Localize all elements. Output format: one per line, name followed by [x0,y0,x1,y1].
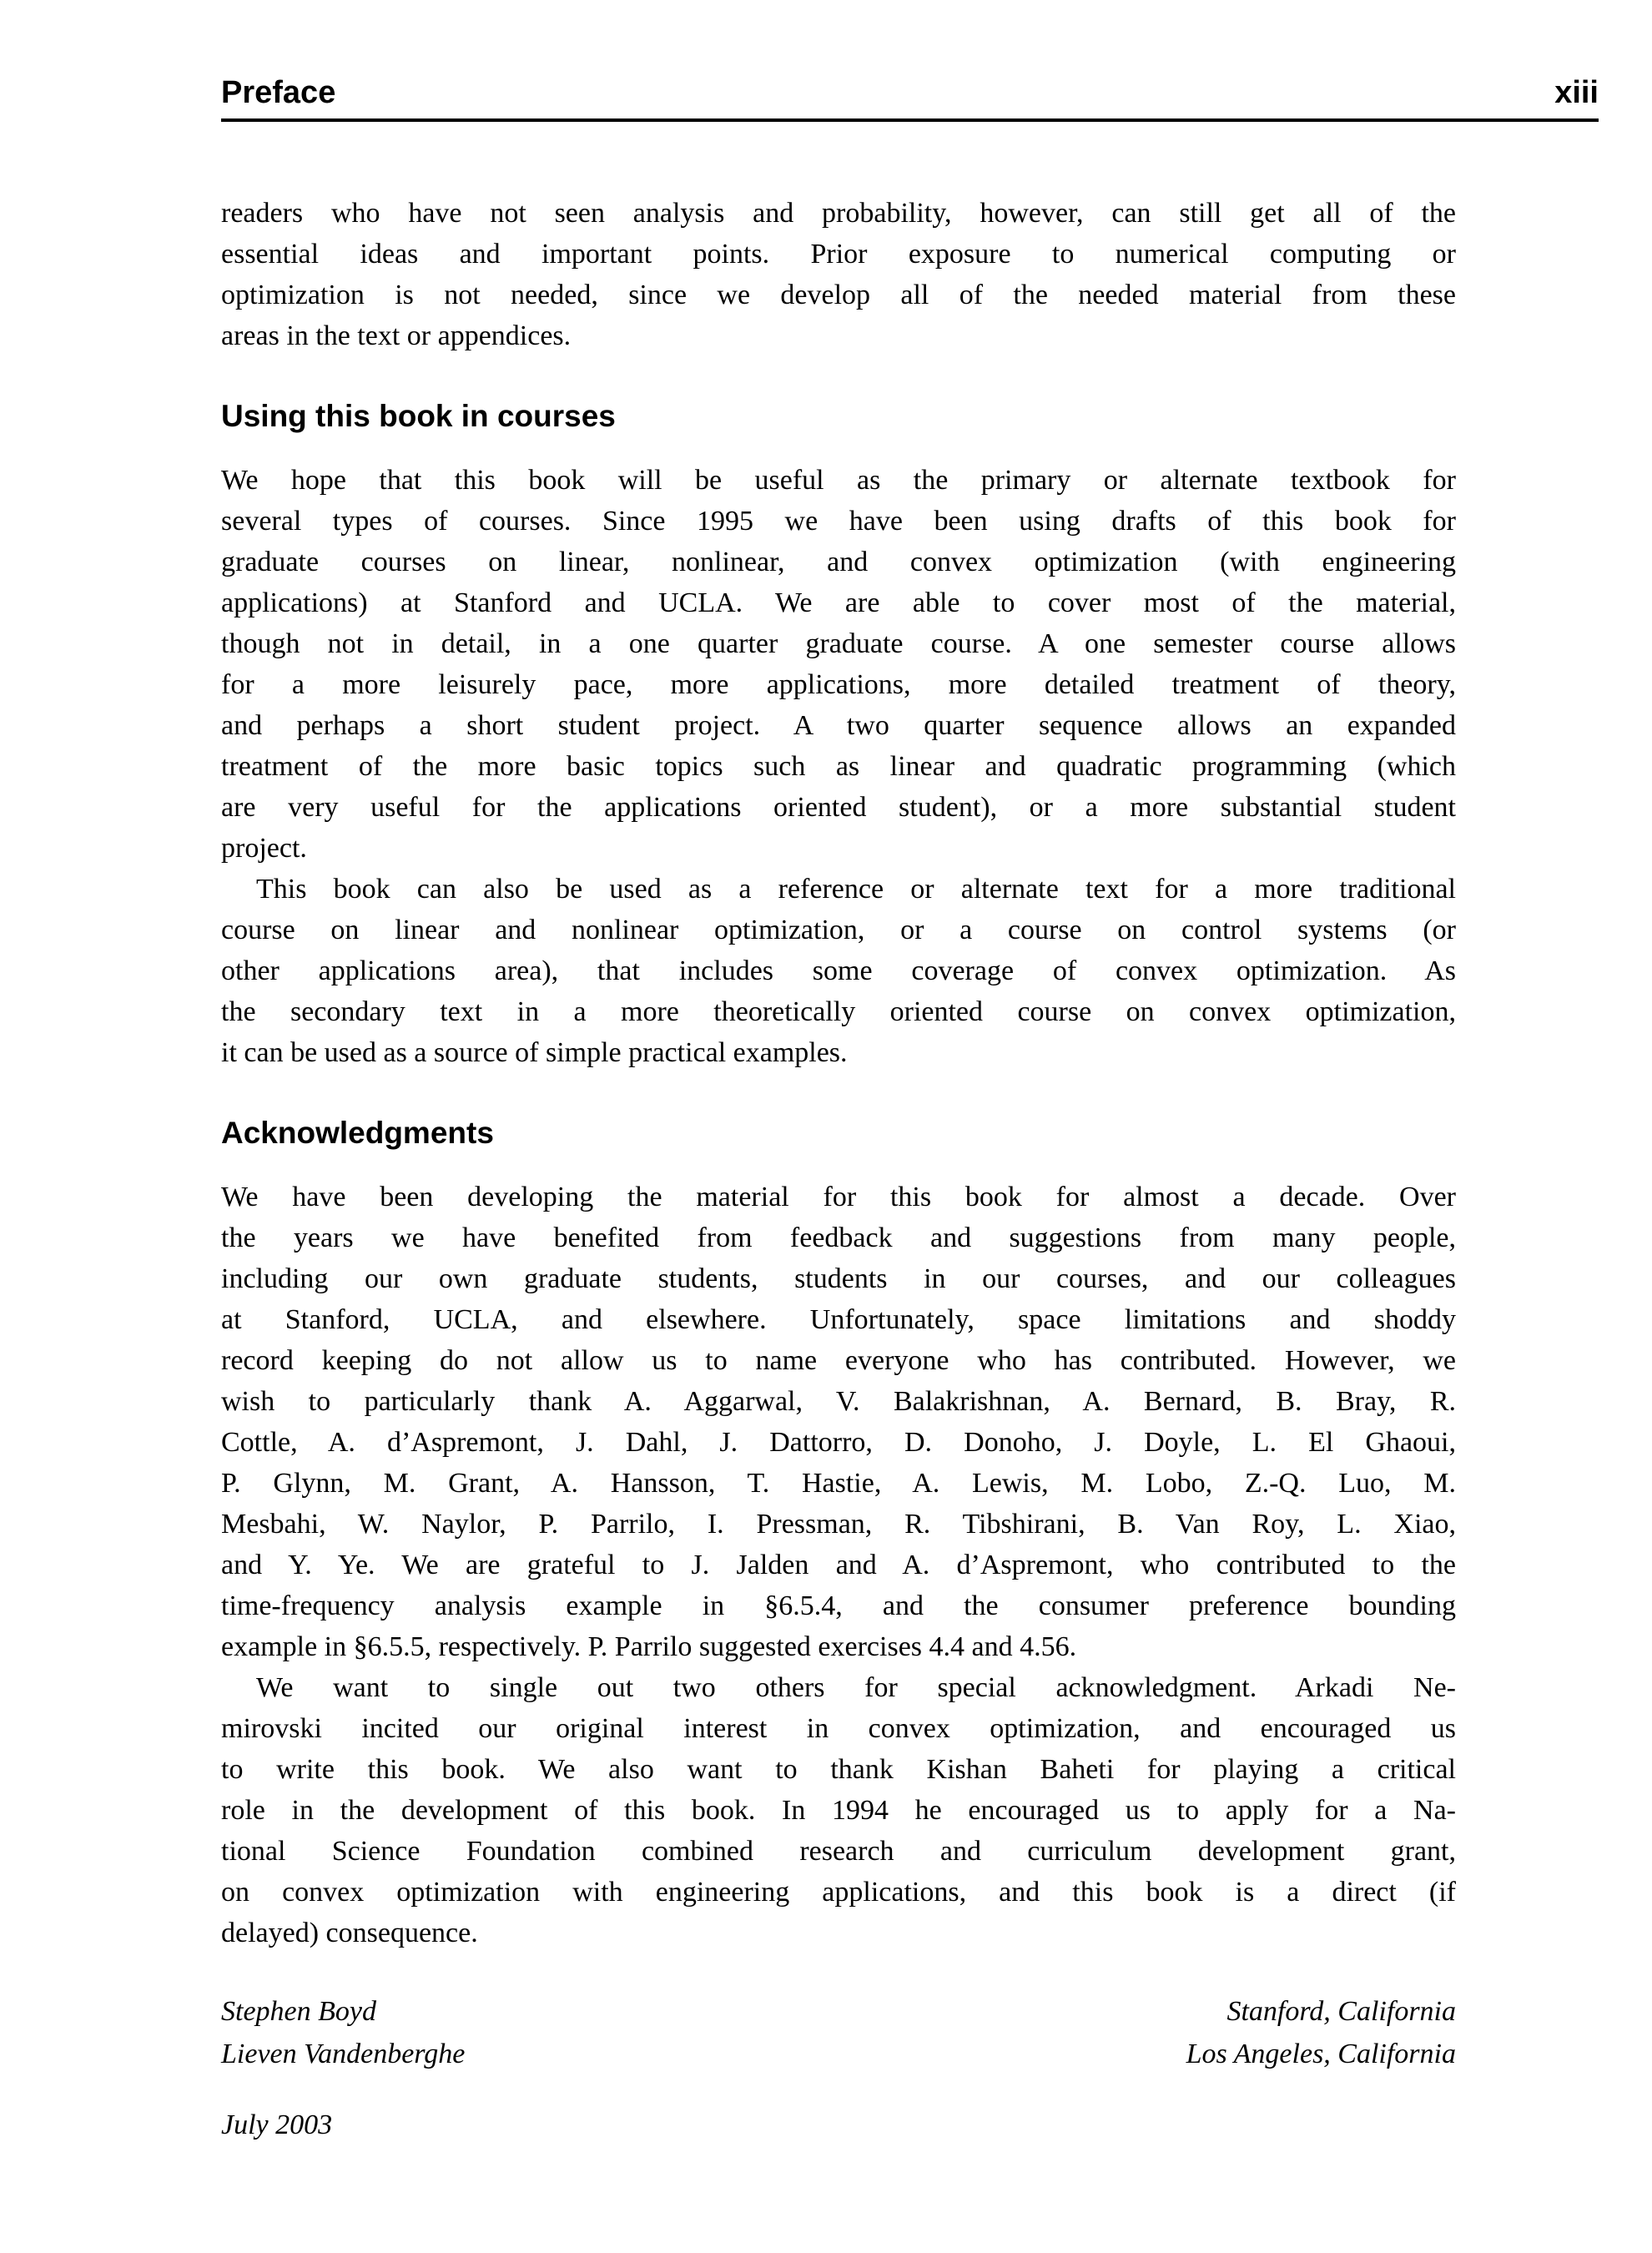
body-line: treatment of the more basic topics such as linear and quadratic programming (which [221,751,1456,782]
body-line: Cottle, A. d’Aspremont, J. Dahl, J. Dattorro, D. Donoho, J. Doyle, L. El Ghaoui, [221,1427,1456,1458]
signature-location: Stanford, California [1226,1996,1456,2027]
body-line: to write this book. We also want to thank Kishan Baheti for playing a critical [221,1754,1456,1785]
body-line: delayed) consequence. [221,1918,478,1948]
paragraph [221,1177,1456,1667]
body-line: several types of courses. Since 1995 we have been using drafts of this book for [221,506,1456,537]
signature-row [221,1990,1456,2033]
body-line: We have been developing the material for this book for almost a decade. Over [221,1182,1456,1212]
body-line: example in §6.5.5, respectively. P. Parrilo suggested exercises 4.4 and 4.56. [221,1631,1077,1662]
body-line: tional Science Foundation combined research and curriculum development grant, [221,1836,1456,1867]
signature-row [221,2033,1456,2075]
running-head-title: Preface [221,75,336,110]
page-content [221,193,1456,2146]
body-line: other applications area), that includes some coverage of convex optimization. As [221,955,1456,986]
body-line: Mesbahi, W. Naylor, P. Parrilo, I. Pressman, R. Tibshirani, B. Van Roy, L. Xiao, [221,1509,1456,1540]
paragraph [221,1667,1456,1953]
body-line: areas in the text or appendices. [221,320,572,351]
paragraph [221,869,1456,1073]
body-line: course on linear and nonlinear optimization, or a course on control systems (or [221,915,1456,945]
signature-author: Stephen Boyd [221,1996,376,2027]
signature-author: Lieven Vandenberghe [221,2039,466,2069]
body-line: role in the development of this book. In 1994 he encouraged us to apply for a Na- [221,1795,1456,1826]
signature-location: Los Angeles, California [1186,2039,1456,2069]
body-line: though not in detail, in a one quarter graduate course. A one semester course allows [221,628,1456,659]
body-line: readers who have not seen analysis and probability, however, can still get all of the [221,198,1456,229]
body-line: on convex optimization with engineering applications, and this book is a direct (if [221,1877,1456,1908]
body-line: optimization is not needed, since we develop all of the needed material from these [221,280,1456,310]
header-rule [221,118,1599,122]
body-line: it can be used as a source of simple practical examples. [221,1037,848,1068]
body-line: and perhaps a short student project. A two quarter sequence allows an expanded [221,710,1456,741]
paragraph [221,460,1456,869]
body-line: This book can also be used as a reference or alternate text for a more traditional [256,874,1456,905]
body-line: graduate courses on linear, nonlinear, and convex optimization (with engineering [221,547,1456,577]
signature-date: July 2003 [221,2109,333,2140]
body-line: We hope that this book will be useful as the primary or alternate textbook for [221,465,1456,496]
intro-paragraph [221,193,1456,356]
page-number: xiii [1554,75,1599,110]
body-line: time-frequency analysis example in §6.5.4, and the consumer preference bounding [221,1590,1456,1621]
body-line: at Stanford, UCLA, and elsewhere. Unfortunately, space limitations and shoddy [221,1304,1456,1335]
body-line: We want to single out two others for special acknowledgment. Arkadi Ne- [256,1672,1456,1703]
body-line: and Y. Ye. We are grateful to J. Jalden and A. d’Aspremont, who contributed to the [221,1550,1456,1580]
body-line: project. [221,833,307,864]
body-line: P. Glynn, M. Grant, A. Hansson, T. Hastie, A. Lewis, M. Lobo, Z.-Q. Luo, M. [221,1468,1456,1499]
section-heading-acknowledgments: Acknowledgments [221,1116,494,1150]
body-line: the secondary text in a more theoretically oriented course on convex optimization, [221,996,1456,1027]
body-line: are very useful for the applications oriented student), or a more substantial student [221,792,1456,823]
running-head [221,73,1599,112]
body-line: mirovski incited our original interest in convex optimization, and encouraged us [221,1713,1456,1744]
body-line: the years we have benefited from feedback and suggestions from many people, [221,1222,1456,1253]
body-line: applications) at Stanford and UCLA. We are able to cover most of the material, [221,587,1456,618]
body-line: for a more leisurely pace, more applications, more detailed treatment of theory, [221,669,1456,700]
body-line: record keeping do not allow us to name everyone who has contributed. However, we [221,1345,1456,1376]
signature-block [221,1990,1456,2146]
section-heading-using-this-book: Using this book in courses [221,399,616,433]
body-line: wish to particularly thank A. Aggarwal, V. Balakrishnan, A. Bernard, B. Bray, R. [221,1386,1456,1417]
body-line: essential ideas and important points. Prior exposure to numerical computing or [221,239,1456,270]
body-line: including our own graduate students, students in our courses, and our colleagues [221,1263,1456,1294]
